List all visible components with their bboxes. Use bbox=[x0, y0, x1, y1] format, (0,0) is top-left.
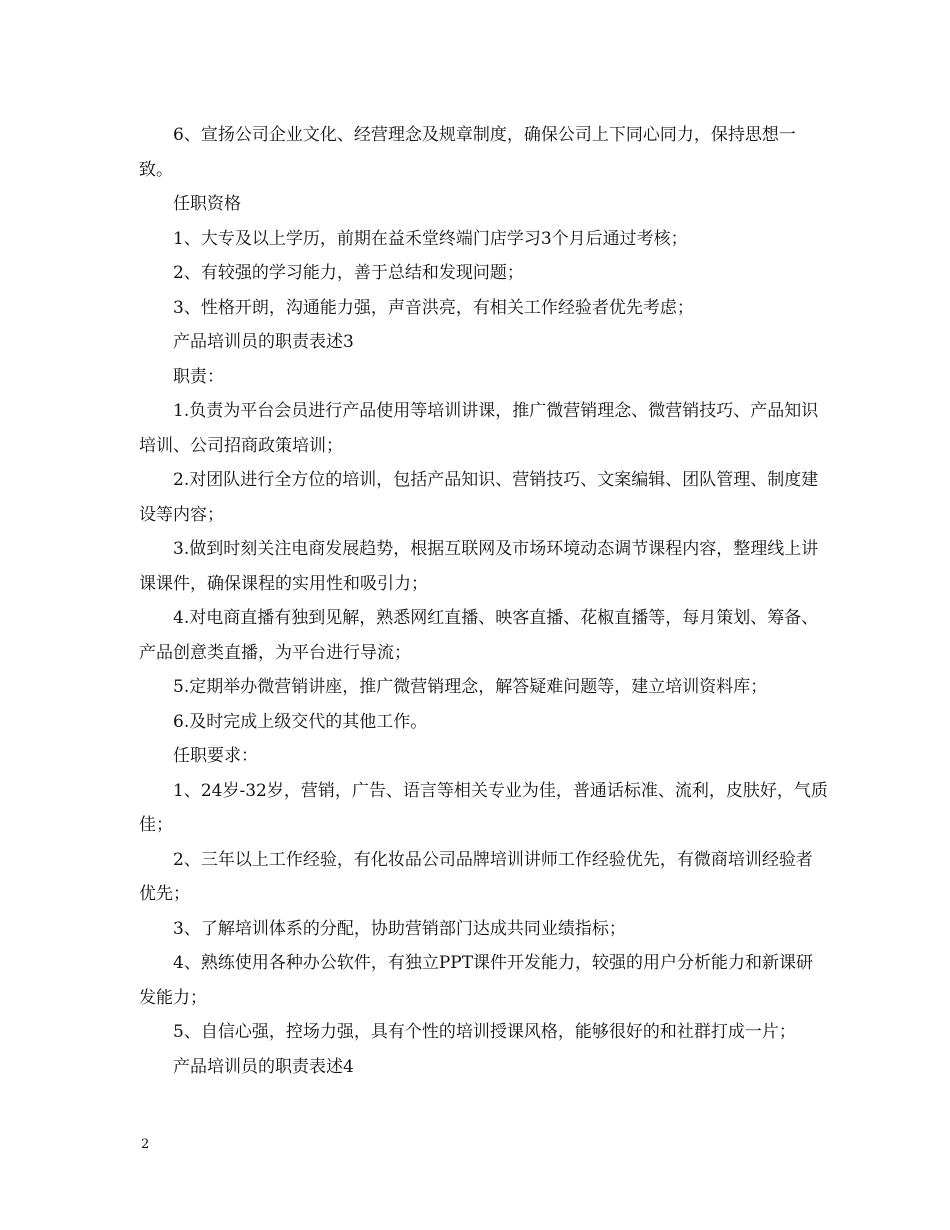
section-title-3: 产品培训员的职责表述3 bbox=[173, 332, 354, 352]
paragraph-requirement-5: 5、自信心强，控场力强，具有个性的培训授课风格，能够很好的和社群打成一片； bbox=[173, 1022, 796, 1042]
page-number: 2 bbox=[141, 1137, 150, 1152]
paragraph-requirement-3: 3、了解培训体系的分配，协助营销部门达成共同业绩指标； bbox=[173, 918, 626, 939]
paragraph-qualification-3: 3、性格开朗，沟通能力强，声音洪亮，有相关工作经验者优先考虑； bbox=[173, 297, 694, 318]
page-body bbox=[139, 118, 829, 1084]
paragraph-requirement-1: 1、24岁-32岁，营销，广告、语言等相关专业为佳，普通话标准、流利，皮肤好，气质佳； bbox=[139, 780, 828, 835]
paragraph-qualification-2: 2、有较强的学习能力，善于总结和发现问题； bbox=[173, 263, 524, 283]
section-title-4: 产品培训员的职责表述4 bbox=[173, 1056, 354, 1077]
paragraph-duty-4: 4.对电商直播有独到见解，熟悉网红直播、映客直播、花椒直播等，每月策划、筹备、产品创意类直播，为平台进行导流； bbox=[139, 608, 819, 663]
paragraph-duty-2: 2.对团队进行全方位的培训，包括产品知识、营销技巧、文案编辑、团队管理、制度建设等内容； bbox=[139, 470, 819, 525]
heading-qualifications: 任职资格 bbox=[173, 194, 241, 214]
paragraph-duty-1: 1.负责为平台会员进行产品使用等培训讲课，推广微营销理念、微营销技巧、产品知识培训、公司招商政策培训； bbox=[139, 401, 819, 456]
paragraph-qualification-1: 1、大专及以上学历，前期在益禾堂终端门店学习3个月后通过考核； bbox=[173, 228, 688, 249]
paragraph-duty-5: 5.定期举办微营销讲座，推广微营销理念，解答疑难问题等，建立培训资料库； bbox=[173, 677, 768, 697]
heading-requirements: 任职要求： bbox=[173, 746, 258, 766]
paragraph-duty-6: 6、宣扬公司企业文化、经营理念及规章制度，确保公司上下同心同力，保持思想一致。 bbox=[139, 125, 796, 180]
heading-duties: 职责： bbox=[173, 366, 224, 387]
paragraph-duty-6b: 6.及时完成上级交代的其他工作。 bbox=[173, 711, 428, 732]
paragraph-requirement-2: 2、三年以上工作经验，有化妆品公司品牌培训讲师工作经验优先，有微商培训经验者优先； bbox=[139, 849, 813, 904]
paragraph-duty-3: 3.做到时刻关注电商发展趋势，根据互联网及市场环境动态调节课程内容，整理线上讲课课件，确保课程的实用性和吸引力； bbox=[139, 539, 819, 594]
paragraph-requirement-4: 4、熟练使用各种办公软件，有独立PPT课件开发能力，较强的用户分析能力和新课研发能力； bbox=[139, 953, 814, 1008]
